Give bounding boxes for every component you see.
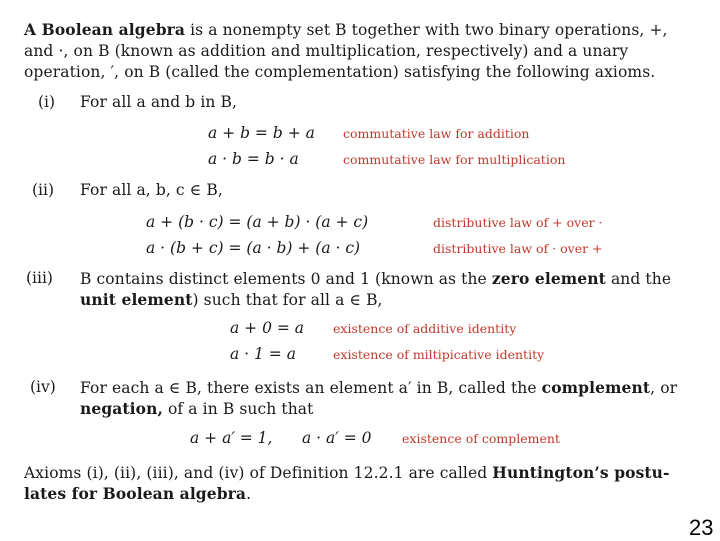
zero-element-term: zero element	[491, 269, 606, 288]
axiom-i-text: For all a and b in B,	[80, 93, 238, 111]
axiom-iii-line-2	[80, 290, 383, 309]
axiom-iii-text-2: and the	[610, 270, 672, 288]
conclusion-text-1: Axioms (i), (ii), (iii), and (iv) of Definition 12.2.1 are called	[24, 464, 488, 482]
axiom-i-eq-1: a + b = b + a	[208, 124, 315, 142]
axiom-ii-note-2: distributive law of · over +	[433, 241, 603, 256]
axiom-i-note-1: commutative law for addition	[343, 126, 530, 141]
intro-line-1	[24, 20, 668, 39]
intro-line-2-text: and ·, on B (known as addition and multiplication, respectively) and a unary	[24, 42, 629, 60]
axiom-ii-label: (ii)	[32, 181, 55, 199]
axiom-iv-line-1	[80, 378, 677, 397]
boolean-postulates-term: lates for Boolean algebra	[24, 484, 247, 503]
axiom-iv-text-2: , or	[650, 379, 678, 397]
axiom-ii-eq-1: a + (b · c) = (a + b) · (a + c)	[146, 213, 369, 231]
axiom-iv-note: existence of complement	[402, 431, 560, 446]
axiom-i-note-2: commutative law for multiplication	[343, 152, 566, 167]
axiom-iv-text-3: of a in B such that	[168, 400, 314, 418]
axiom-iii-note-1: existence of additive identity	[333, 321, 517, 336]
axiom-i-label: (i)	[38, 93, 56, 111]
intro-line-1-text: is a nonempty set B together with two binary operations, +,	[190, 21, 668, 39]
intro-line-3-text: operation, ′, on B (called the complementation) satisfying the following axioms.	[24, 63, 656, 81]
axiom-i-eq-2: a · b = b · a	[208, 150, 299, 168]
page-number: 23	[689, 515, 714, 540]
axiom-ii-eq-2: a · (b + c) = (a · b) + (a · c)	[146, 239, 361, 257]
complement-term: complement	[541, 378, 651, 397]
conclusion-line-1	[24, 463, 670, 482]
axiom-iii-text-3: ) such that for all a ∈ B,	[192, 291, 383, 309]
axiom-iii-line-1	[80, 269, 671, 288]
axiom-iv-eq-2: a · a′ = 0	[302, 429, 372, 447]
axiom-iv-text-1: For each a ∈ B, there exists an element a′ in B, called the	[80, 379, 537, 397]
axiom-iii-note-2: existence of miltipicative identity	[333, 347, 545, 362]
unit-element-term: unit element	[80, 290, 193, 309]
axiom-iv-eq-1: a + a′ = 1,	[190, 429, 273, 447]
axiom-ii-note-1: distributive law of + over ·	[433, 215, 603, 230]
axiom-ii-text: For all a, b, c ∈ B,	[80, 181, 223, 199]
intro-line-3	[24, 63, 655, 81]
axiom-iii-text-1: B contains distinct elements 0 and 1 (known as the	[80, 270, 487, 288]
intro-line-2	[24, 42, 628, 60]
negation-term: negation,	[80, 399, 163, 418]
axiom-iv-line-2	[80, 399, 313, 418]
axiom-iii-eq-1: a + 0 = a	[230, 319, 305, 337]
conclusion-line-2	[24, 484, 251, 503]
conclusion-period: .	[246, 485, 252, 503]
axiom-iv-label: (iv)	[30, 378, 56, 396]
boolean-algebra-term: A Boolean algebra	[24, 20, 186, 39]
axiom-iii-label: (iii)	[26, 269, 53, 287]
axiom-iii-eq-2: a · 1 = a	[230, 345, 296, 363]
huntington-term: Huntington’s postu-	[492, 463, 670, 482]
